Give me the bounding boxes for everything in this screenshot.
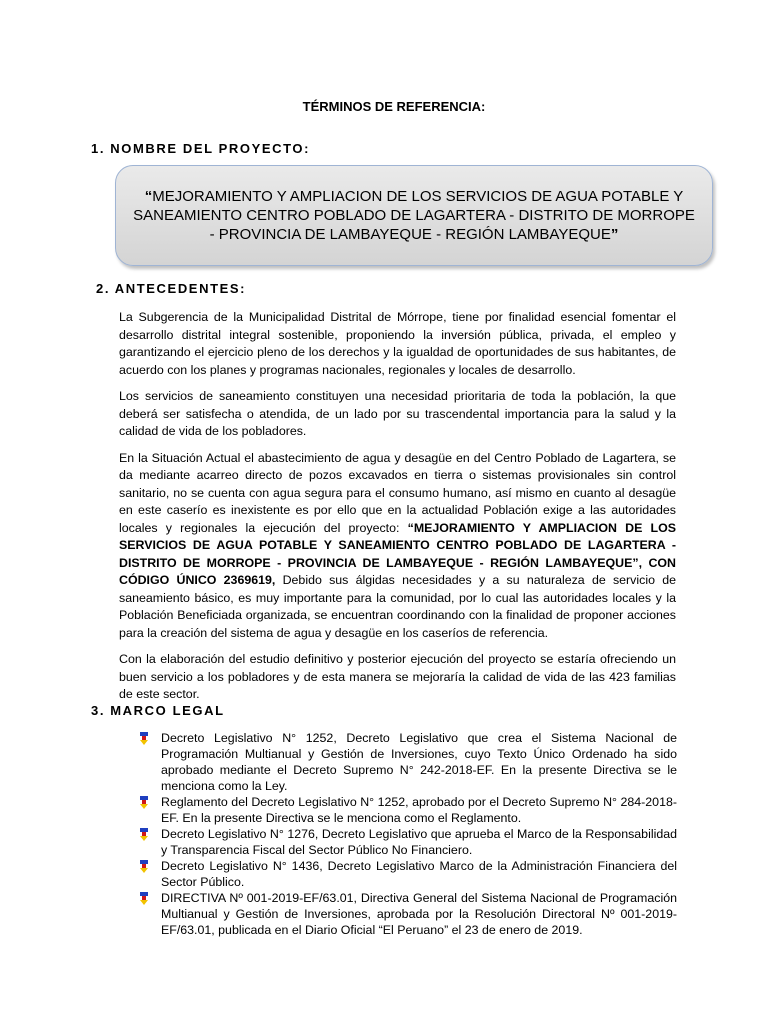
pushpin-bullet-icon	[139, 892, 149, 905]
project-name: MEJORAMIENTO Y AMPLIACION DE LOS SERVICIOS DE AGUA POTABLE Y SANEAMIENTO CENTRO POBLADO DE LAGARTERA - DISTRITO DE MORROPE - PROVINCIA DE LAMBAYEQUE - REGIÓN LAMBAYEQUE	[133, 188, 695, 243]
legal-list-item-text: DIRECTIVA Nº 001-2019-EF/63.01, Directiva General del Sistema Nacional de Programación Multianual y Gestión de Inversiones, aprobada por la Resolución Directoral Nº 001-2019-EF/63.01, publicada en el Diario Oficial “El Peruano” el 23 de enero de 2019.	[161, 891, 677, 937]
legal-list-item-text: Decreto Legislativo N° 1436, Decreto Legislativo Marco de la Administración Financiera del Sector Público.	[161, 859, 677, 889]
legal-list-item	[139, 730, 677, 794]
paragraph-3-conclusion: Debido sus álgidas necesidades y a su naturaleza de servicio de saneamiento básico, es muy importante para la comunidad, por lo cual las autoridades locales y la Población Beneficiada organizada, se encuentran coordinando con la finalidad de proponer acciones para la creación del sistema de agua y desagüe en los caseríos de referencia.	[119, 573, 676, 640]
antecedentes-paragraph-1: La Subgerencia de la Municipalidad Distrital de Mórrope, tiene por finalidad esencial fomentar el desarrollo distrital integral sostenible, proponiendo la inversión pública, privada, el empleo y garantizando el ejercicio pleno de los derechos y la igualdad de oportunidades de sus habitantes, de acuerdo con los planes y programas nacionales, regionales y locales de desarrollo.	[119, 310, 676, 377]
open-quote: “	[144, 188, 153, 205]
paragraph-3-project-reference: “MEJORAMIENTO Y AMPLIACION DE LOS SERVICIOS DE AGUA POTABLE Y SANEAMIENTO CENTRO POBLADO DE LAGARTERA - DISTRITO DE MORROPE - PROVINCIA DE LAMBAYEQUE - REGIÓN LAMBAYEQUE”, CON CÓDIGO ÚNICO 2369619,	[119, 520, 676, 587]
pushpin-bullet-icon	[139, 732, 149, 745]
legal-list-item	[139, 890, 677, 938]
section-heading-antecedentes: 2. ANTECEDENTES:	[96, 281, 247, 296]
pushpin-bullet-icon	[139, 860, 149, 873]
document-title: TÉRMINOS DE REFERENCIA:	[302, 99, 486, 114]
section-heading-project-name: 1. NOMBRE DEL PROYECTO:	[91, 141, 311, 156]
marco-legal-list	[139, 730, 677, 938]
close-quote: ”	[610, 226, 619, 243]
antecedentes-paragraph-3	[119, 450, 676, 643]
antecedentes-body	[119, 309, 676, 713]
antecedentes-paragraph-4: Con la elaboración del estudio definitivo y posterior ejecución del proyecto se estaría ofreciendo un buen servicio a los pobladores y de esta manera se mejoraría la calidad de vida de las 423 familias de este sector.	[119, 652, 676, 701]
legal-list-item	[139, 826, 677, 858]
legal-list-item-text: Decreto Legislativo N° 1252, Decreto Legislativo que crea el Sistema Nacional de Programación Multianual y Gestión de Inversiones, cuyo Texto Único Ordenado ha sido aprobado mediante el Decreto Supremo N° 242-2018-EF. En la presente Directiva se le menciona como la Ley.	[161, 731, 677, 793]
legal-list-item-text: Reglamento del Decreto Legislativo N° 1252, aprobado por el Decreto Supremo N° 284-2018-EF. En la presente Directiva se le menciona como el Reglamento.	[161, 795, 677, 825]
pushpin-bullet-icon	[139, 796, 149, 809]
pushpin-bullet-icon	[139, 828, 149, 841]
project-name-text	[132, 187, 696, 244]
project-name-box	[115, 165, 713, 266]
antecedentes-paragraph-2: Los servicios de saneamiento constituyen una necesidad prioritaria de toda la población, la que deberá ser satisfecha o atendida, de un lado por su trascendental importancia para la salud y la calidad de vida de los pobladores.	[119, 389, 676, 438]
legal-list-item	[139, 858, 677, 890]
legal-list-item-text: Decreto Legislativo N° 1276, Decreto Legislativo que aprueba el Marco de la Responsabilidad y Transparencia Fiscal del Sector Público No Financiero.	[161, 827, 677, 857]
paragraph-3-intro: En la Situación Actual el abastecimiento de agua y desagüe en del Centro Poblado de Lagartera, se da mediante acarreo directo de pozos excavados en tierra o sistemas provisionales sin control sanitario, no se cuenta con agua segura para el consumo humano, así mismo en cuanto al desagüe en este caserío es inexistente es por ello que en la actualidad Población exige a las autoridades locales y regionales la ejecución del proyecto:	[119, 450, 676, 535]
section-heading-marco-legal: 3. MARCO LEGAL	[91, 703, 225, 718]
legal-list-item	[139, 794, 677, 826]
